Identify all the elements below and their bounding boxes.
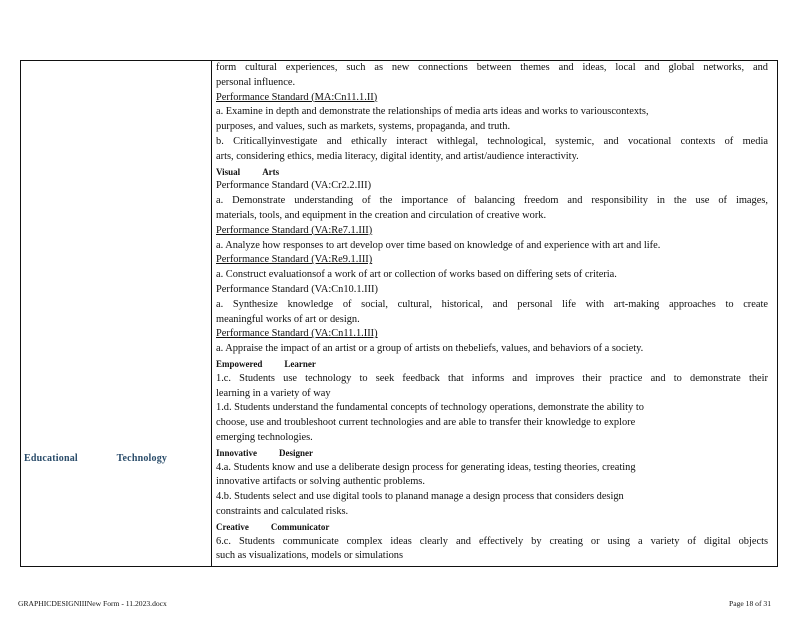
heading-word: Arts <box>262 166 280 177</box>
section-heading <box>216 357 768 372</box>
text-line: arts, considering ethics, media literacy, digital identity, and artist/audience interactivity. <box>216 150 579 162</box>
footer-filename: GRAPHICDESIGNIIINew Form - 11.2023.docx <box>18 599 167 608</box>
text-line: constraints and calculated risks. <box>216 505 349 517</box>
footer-page-number: Page 18 of 31 <box>729 599 771 608</box>
text-line: meaningful works of art or design. <box>216 313 360 325</box>
performance-standard-heading: Performance Standard (MA:Cn11.1.II) <box>216 91 378 103</box>
text-line: a. Demonstrate understanding of the importance of balancing freedom and responsibility in the use of images, <box>216 195 768 207</box>
standards-content <box>216 61 768 564</box>
text-line: a. Construct evaluationsof a work of art or collection of works based on differing sets of criteria. <box>216 269 617 281</box>
text-line: learning in a variety of way <box>216 387 331 399</box>
subject-word-2: Technology <box>116 453 168 464</box>
table-border-right <box>777 61 778 566</box>
performance-standard-heading: Performance Standard (VA:Cr2.2.III) <box>216 180 372 192</box>
heading-word: Designer <box>279 447 314 458</box>
subject-cell <box>24 453 204 464</box>
performance-standard-heading: Performance Standard (VA:Cn10.1.III) <box>216 283 378 295</box>
subject-word-1: Educational <box>24 453 78 464</box>
text-line: b. Criticallyinvestigate and ethically interact withlegal, technological, systemic, and vocational contexts of media <box>216 135 768 147</box>
table-border-left <box>20 61 21 566</box>
text-line: form cultural experiences, such as new connections between themes and ideas, local and global networks, and <box>216 62 768 73</box>
text-line: choose, use and troubleshoot current technologies and are able to transfer their knowledge to explore <box>216 417 636 429</box>
text-line: a. Analyze how responses to art develop over time based on knowledge of and experience with art and life. <box>216 239 661 251</box>
standards-table <box>20 60 778 567</box>
text-line: 4.a. Students know and use a deliberate design process for generating ideas, testing theories, creating <box>216 461 636 473</box>
table-column-divider <box>211 61 212 566</box>
text-line: such as visualizations, models or simulations <box>216 550 404 562</box>
section-heading <box>216 446 768 461</box>
text-line: 1.d. Students understand the fundamental concepts of technology operations, demonstrate the ability to <box>216 402 644 414</box>
section-heading <box>216 165 768 180</box>
section-heading <box>216 520 768 535</box>
heading-word: Visual <box>216 166 241 177</box>
text-line: personal influence. <box>216 76 296 88</box>
text-line: a. Synthesize knowledge of social, cultural, historical, and personal life with art-making approaches to create <box>216 298 768 310</box>
heading-word: Communicator <box>270 521 330 532</box>
text-line: purposes, and values, such as markets, systems, propaganda, and truth. <box>216 121 511 133</box>
text-line: 4.b. Students select and use digital tools to planand manage a design process that considers design <box>216 491 624 503</box>
heading-word: Innovative <box>216 447 258 458</box>
text-line: a. Appraise the impact of an artist or a group of artists on thebeliefs, values, and behaviors of a society. <box>216 343 644 355</box>
text-line: 1.c. Students use technology to seek feedback that informs and improves their practice and to demonstrate their <box>216 372 768 384</box>
heading-word: Empowered <box>216 358 263 369</box>
text-line: materials, tools, and equipment in the creation and circulation of creative work. <box>216 209 547 221</box>
performance-standard-heading: Performance Standard (VA:Re7.1.III) <box>216 224 373 236</box>
text-line: emerging technologies. <box>216 431 313 443</box>
heading-word: Creative <box>216 521 249 532</box>
text-line: innovative artifacts or solving authentic problems. <box>216 476 425 488</box>
heading-word: Learner <box>284 358 316 369</box>
performance-standard-heading: Performance Standard (VA:Cn11.1.III) <box>216 328 378 340</box>
text-line: 6.c. Students communicate complex ideas clearly and effectively by creating or using a variety of digital objects <box>216 535 768 547</box>
text-line: a. Examine in depth and demonstrate the relationships of media arts ideas and works to variouscontexts, <box>216 106 649 118</box>
performance-standard-heading: Performance Standard (VA:Re9.1.III) <box>216 254 373 266</box>
